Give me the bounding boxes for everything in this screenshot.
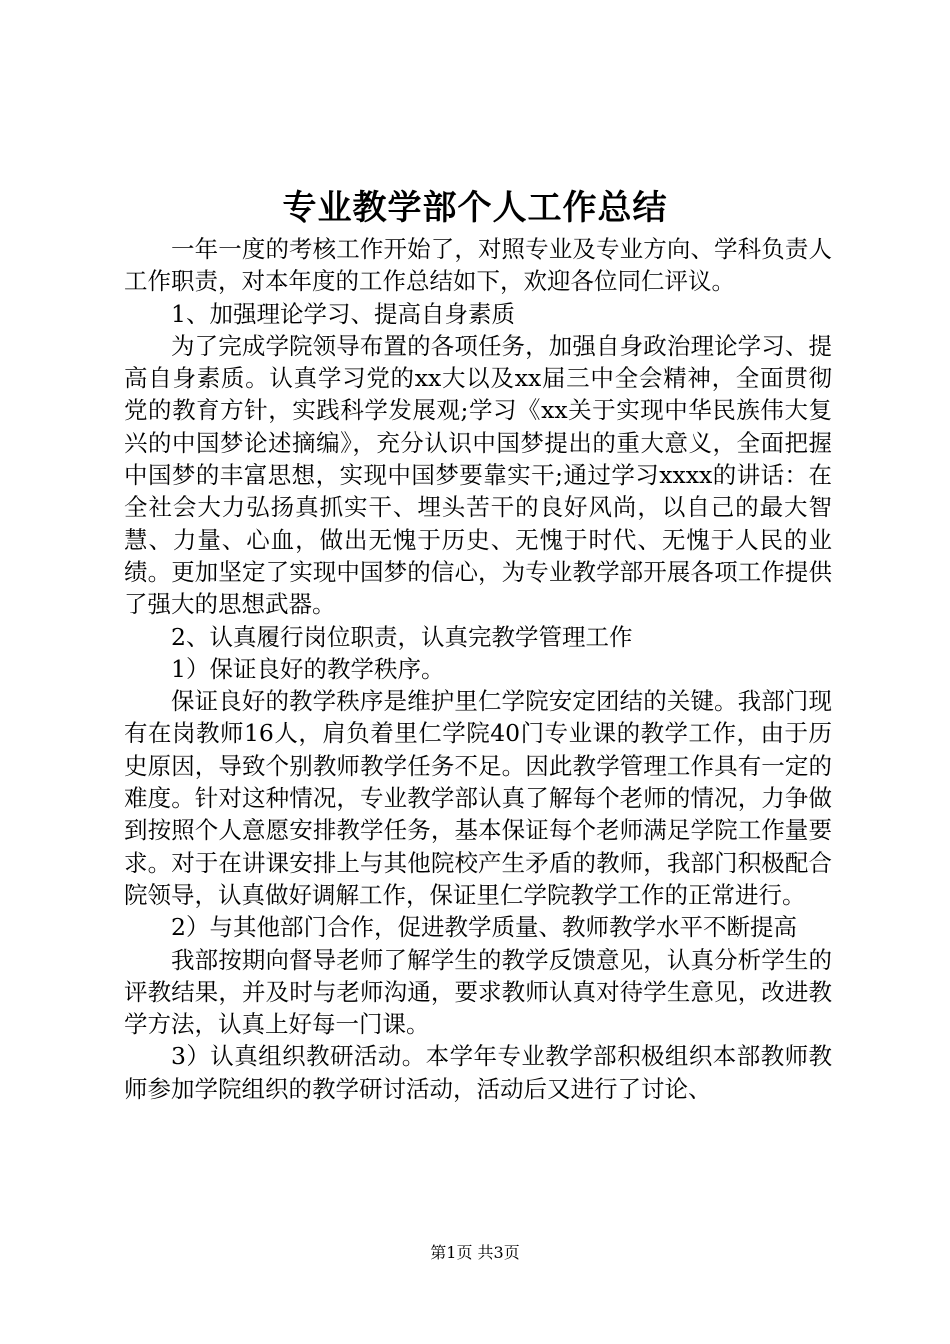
section-heading-1: 1、加强理论学习、提高自身素质 [171, 299, 515, 328]
document-body [124, 233, 832, 1105]
paragraph-intro: 一年一度的考核工作开始了，对照专业及专业方向、学科负责人工作职责，对本年度的工作总结如下，欢迎各位同仁评议。 [124, 235, 832, 296]
page-number-footer: 第1页 共3页 [430, 1243, 520, 1262]
subsection-heading-1: 1）保证良好的教学秩序。 [171, 654, 445, 683]
paragraph-subsection-3: 3）认真组织教研活动。本学年专业教学部积极组织本部教师教师参加学院组织的教学研讨活动，活动后又进行了讨论、 [124, 1042, 832, 1103]
subsection-heading-2: 2）与其他部门合作，促进教学质量、教师教学水平不断提高 [171, 913, 797, 942]
document-title: 专业教学部个人工作总结 [282, 188, 668, 228]
paragraph-subsection-1: 保证良好的教学秩序是维护里仁学院安定团结的关键。我部门现有在岗教师16人，肩负着里仁学院40门专业课的教学工作，由于历史原因，导致个别教师教学任务不足。因此教学管理工作具有一定的难度。针对这种情况，专业教学部认真了解每个老师的情况，力争做到按照个人意愿安排教学任务，基本保证每个老师满足学院工作量要求。对于在讲课安排上与其他院校产生矛盾的教师，我部门积极配合院领导，认真做好调解工作，保证里仁学院教学工作的正常进行。 [124, 687, 832, 909]
section-heading-2: 2、认真履行岗位职责，认真完教学管理工作 [171, 622, 633, 651]
paragraph-section-1: 为了完成学院领导布置的各项任务，加强自身政治理论学习、提高自身素质。认真学习党的xx大以及xx届三中全会精神，全面贯彻党的教育方针，实践科学发展观;学习《xx关于实现中华民族伟大复兴的中国梦论述摘编》，充分认识中国梦提出的重大意义，全面把握中国梦的丰富思想，实现中国梦要靠实干;通过学习xxxx的讲话：在全社会大力弘扬真抓实干、埋头苦干的良好风尚，以自己的最大智慧、力量、心血，做出无愧于历史、无愧于时代、无愧于人民的业绩。更加坚定了实现中国梦的信心，为专业教学部开展各项工作提供了强大的思想武器。 [124, 331, 832, 619]
paragraph-subsection-2: 我部按期向督导老师了解学生的教学反馈意见，认真分析学生的评教结果，并及时与老师沟通，要求教师认真对待学生意见，改进教学方法，认真上好每一门课。 [124, 945, 832, 1039]
